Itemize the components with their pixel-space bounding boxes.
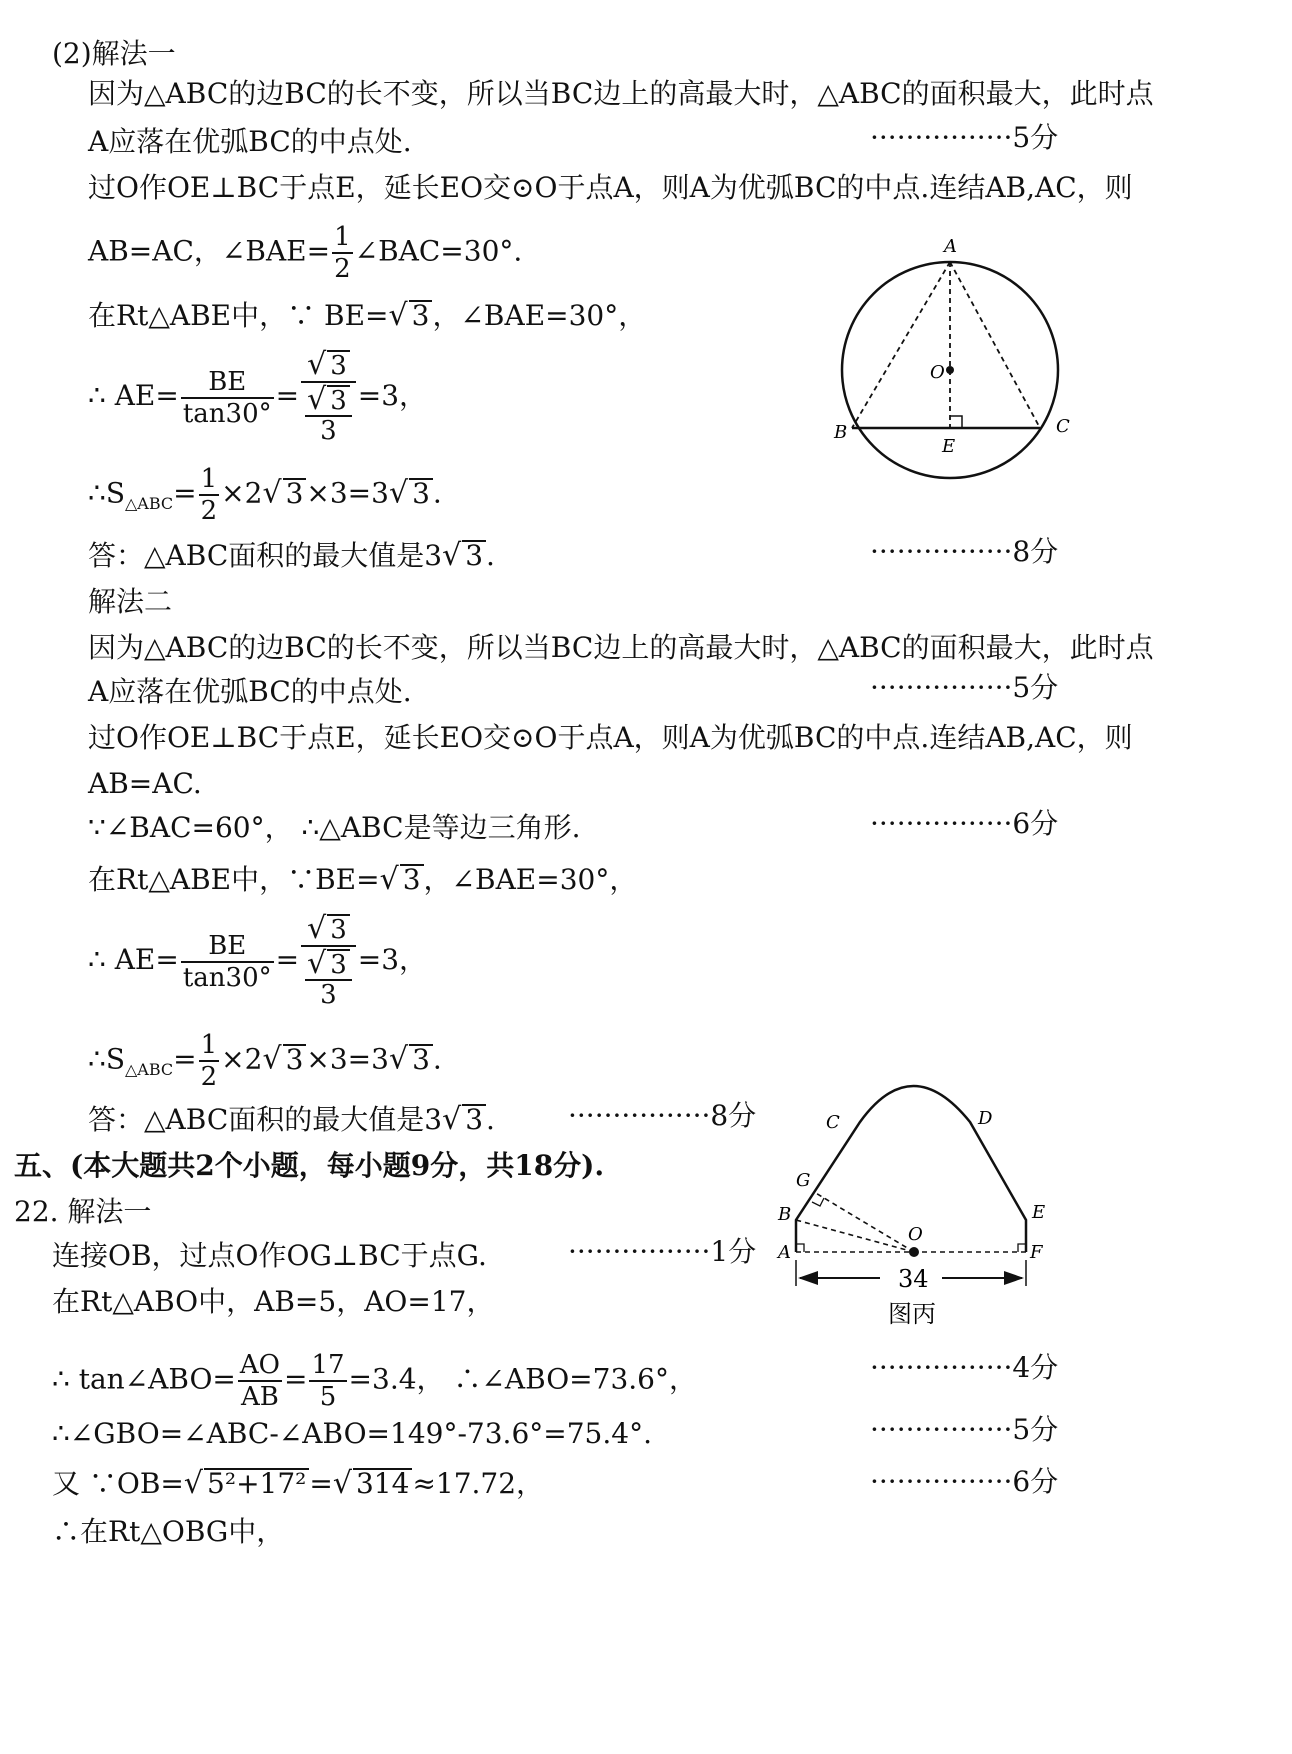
m1-answer: 答：△ABC面积的最大值是3√ 3 . <box>88 538 495 573</box>
m1-line7: $\therefore S_{\triangle ABC}=$ $\frac{1}{2}$ ×2√ 3 ×3=3√ 3 . <box>88 464 442 526</box>
arrowhead-right <box>1004 1271 1024 1285</box>
section5-title: 五、(本大题共2个小题，每小题9分，共18分). <box>14 1149 605 1182</box>
m1-line6: ∴ AE= $\frac{BE}{\tan 30^\circ}$ = $\frac{√ 3}{\frac{√ 3}{3}}$ =3， <box>88 347 428 446</box>
point-o <box>909 1247 919 1257</box>
m2-line4: AB=AC. <box>88 767 202 800</box>
m1-line3: 过O作OE⊥BC于点E，延长EO交⊙O于点A，则A为优弧BC的中点.连结AB,AC，则 <box>88 171 1133 204</box>
segment-og <box>814 1192 914 1252</box>
m2-line5: ∵∠BAC=60°， ∴△ABC是等边三角形. <box>88 811 581 844</box>
label-e: E <box>1032 1202 1046 1223</box>
right-angle-g <box>812 1198 824 1206</box>
q22-line1: 连接OB，过点O作OG⊥BC于点G. <box>52 1239 487 1272</box>
label-o: O <box>908 1224 923 1245</box>
m2-line6: 在Rt△ABE中，∵BE=√ 3 ，∠BAE=30°， <box>88 862 638 897</box>
fraction-half: $\frac{1}{2}$ <box>334 222 351 284</box>
fraction-be-tan30: $\frac{BE}{\tan 30^\circ}$ <box>182 366 272 429</box>
arrowhead-left <box>798 1271 818 1285</box>
arch-figure <box>770 1080 1070 1340</box>
label-b: B <box>778 1204 792 1225</box>
m2-line2: A应落在优弧BC的中点处. <box>88 675 412 708</box>
q22-title: 22. 解法一 <box>14 1195 152 1228</box>
q22-score-1: ················1分 <box>568 1235 757 1268</box>
segment-ab <box>852 262 950 428</box>
m1-line4: AB=AC，∠BAE= $\frac{1}{2}$ ∠BAC=30°. <box>88 222 523 284</box>
m1-line1: 因为△ABC的边BC的长不变，所以当BC边上的高最大时，△ABC的面积最大，此时点 <box>88 77 1154 110</box>
m2-title: 解法二 <box>88 585 173 618</box>
label-o: O <box>930 362 945 383</box>
m1-line5: 在Rt△ABE中，∵ BE=√ 3 ，∠BAE=30°， <box>88 298 647 333</box>
label-f: F <box>1030 1242 1043 1263</box>
q22-line3: ∴ tan∠ABO= $\frac{AO}{AB}$ = $\frac{17}{5}$ =3.4， ∴∠ABO=73.6°， <box>52 1350 697 1412</box>
m2-line3: 过O作OE⊥BC于点E，延长EO交⊙O于点A，则A为优弧BC的中点.连结AB,AC，则 <box>88 721 1133 754</box>
label-c: C <box>1056 416 1070 437</box>
m2-answer: 答：△ABC面积的最大值是3√ 3 . <box>88 1102 495 1137</box>
segment-ac <box>950 262 1040 428</box>
q22-line2: 在Rt△ABO中，AB=5，AO=17， <box>52 1285 495 1318</box>
q22-score-4: ················4分 <box>870 1351 1059 1384</box>
label-c: C <box>826 1112 840 1133</box>
m1-score-5: ················5分 <box>870 121 1059 154</box>
right-angle-mark <box>950 416 962 428</box>
label-g: G <box>796 1170 811 1191</box>
m2-line7: ∴ AE= $\frac{BE}{\tan 30^\circ}$ = $\frac{√ 3}{\frac{√ 3}{3}}$ =3， <box>88 911 428 1010</box>
circle-triangle-figure <box>820 228 1080 498</box>
q22-line4: ∴∠GBO=∠ABC-∠ABO=149°-73.6°=75.4°. <box>52 1417 652 1450</box>
label-a: A <box>778 1242 791 1263</box>
segment-ob <box>796 1220 914 1252</box>
figure-caption: 图丙 <box>888 1300 936 1328</box>
q22-line5: 又 ∵OB=√ 5²+17² =√ 314 ≈17.72， <box>52 1466 545 1501</box>
label-a: A <box>944 236 957 257</box>
label-e: E <box>942 436 956 457</box>
m2-line8: $\therefore S_{\triangle ABC}=$ $\frac{1}{2}$ ×2√ 3 ×3=3√ 3 . <box>88 1030 442 1092</box>
m2-score-6: ················6分 <box>870 807 1059 840</box>
m1-score-8: ················8分 <box>870 535 1059 568</box>
q22-line6: ∴在Rt△OBG中， <box>52 1515 285 1548</box>
m2-line1: 因为△ABC的边BC的长不变，所以当BC边上的高最大时，△ABC的面积最大，此时点 <box>88 631 1154 664</box>
label-b: B <box>834 422 848 443</box>
dimension-label: 34 <box>898 1265 929 1293</box>
q22-score-6: ················6分 <box>870 1465 1059 1498</box>
label-d: D <box>978 1108 993 1129</box>
m2-score-5: ················5分 <box>870 671 1059 704</box>
fraction-sqrt3-over: $\frac{√ 3}{\frac{√ 3}{3}}$ <box>301 350 356 445</box>
center-point <box>946 366 954 374</box>
m2-score-8: ················8分 <box>568 1099 757 1132</box>
part2-title: (2)解法一 <box>52 37 176 70</box>
m1-line2: A应落在优弧BC的中点处. <box>88 125 412 158</box>
q22-score-5: ················5分 <box>870 1413 1059 1446</box>
